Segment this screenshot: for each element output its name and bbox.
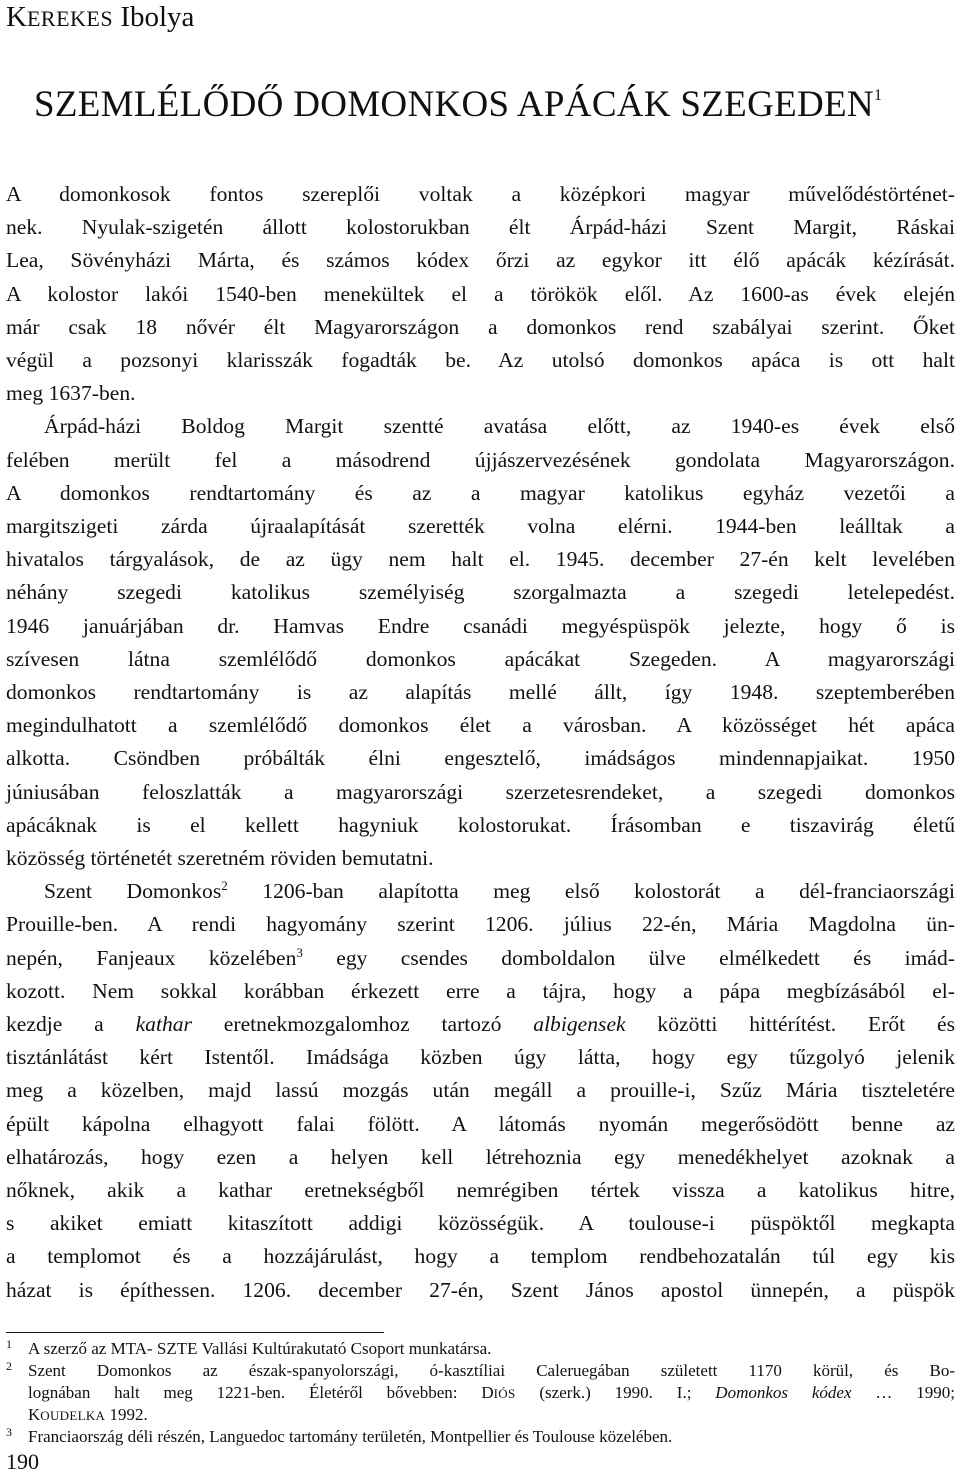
footnote-text: K [28,1405,41,1424]
text-segment: Szent Domonkos [44,879,222,904]
article-title [34,74,882,127]
footnote-3: 3 Franciaország déli részén, Languedoc tartomány területén, Montpellier és Toulouse közelében. [6,1425,673,1446]
footnote-2: 2 Szent Domonkos az észak-spanyolországi, ó-kasztíliai Caleruegában született 1170 körül, és Bo- [6,1359,955,1380]
text-line: Árpád-házi Boldog Margit szentté avatása előtt, az 1940-es évek első [44,414,955,439]
author-surname-smallcaps: EREKES [26,6,114,31]
text-line: domonkos rendtartomány is az alapítás mellé állt, így 1948. szeptemberében [6,680,955,704]
text-line: nőknek, akik a kathar eretnekségből nemrégiben tértek vissza a katolikus hitre, [6,1178,955,1202]
text-segment: nepén, Fanjeaux közelében [6,945,297,970]
footnote-divider [6,1332,384,1333]
text-line: szívesen látna szemlélődő domonkos apácákat Szegeden. A magyarországi [6,646,955,671]
text-line: tisztánlátást kért Istentől. Imádsága közben úgy látta, hogy egy tűzgolyó jelenik [6,1045,955,1070]
footnote-text: lognában halt meg 1221-ben. Életéről bővebben: D [28,1383,494,1402]
text-line: meg 1637-ben. [6,381,136,406]
text-segment: eretnekmozgalomhoz tartozó [191,1012,534,1036]
author-name [6,0,194,36]
text-line: 1946 januárjában dr. Hamvas Endre csanádi megyéspüspök jelezte, hogy ő is [6,613,955,638]
footnote-text: 1992. [105,1405,148,1424]
text-line: s akiket emiatt kitaszított addigi közösségük. A toulouse-i püspöktől megkapta [6,1211,955,1236]
italic-term: albigensek [533,1012,626,1036]
text-line [6,1008,955,1040]
text-segment: egy csendes domboldalon ülve elmélkedett és imád- [302,945,955,970]
text-line: nek. Nyulak-szigetén állott kolostorukban élt Árpád-házi Szent Margit, Ráskai [6,215,955,240]
author-given-name: Ibolya [120,1,195,33]
text-line: házat is építhessen. 1206. december 27-én, Szent János apostol ünnepén, a püspök [6,1277,955,1302]
text-line: A kolostor lakói 1540-ben menekültek el a törökök elől. Az 1600-as évek elején [6,281,955,306]
text-line: néhány szegedi katolikus személyiség szorgalmazta a szegedi letelepedést. [6,580,955,605]
smallcaps-text: OUDELKA [40,1408,106,1423]
text-line: A domonkos rendtartomány és az a magyar katolikus egyház vezetői a [6,480,955,505]
footnote-ref: 2 [221,878,228,894]
text-line: a templomot és a hozzájárulást, hogy a templom rendbehozatalán túl egy kis [6,1244,955,1269]
footnote-1: 1 A szerző az MTA- SZTE Vallási Kultúrakutató Csoport munkatársa. [6,1337,492,1358]
text-line: már csak 18 nővér élt Magyarországon a domonkos rend szabályai szerint. Őket [6,314,955,339]
footnote-text: Szent Domonkos az észak-spanyolországi, ó-kasztíliai Caleruegában született 1170 körül, és Bo- [28,1361,955,1380]
text-line: hivatalos tárgyalások, de az ügy nem halt el. 1945. december 27-én kelt levelében [6,547,955,572]
text-line: épült kápolna elhagyott falai fölött. A látomás nyomán megerősödött benne az [6,1111,955,1136]
text-line: közösség történetét szeretném röviden bemutatni. [6,846,434,870]
text-line: meg a közelben, majd lassú mozgás után megáll a prouille-i, Szűz Mária tiszteletére [6,1078,955,1103]
text-line: apácáknak is el kellett hagyniuk kolostorukat. Írásomban e tiszavirág életű [6,812,955,837]
text-segment: kezdje a [6,1012,136,1036]
footnote-text: A szerző az MTA- SZTE Vallási Kultúrakutató Csoport munkatársa. [28,1339,492,1358]
page-number: 190 [6,1449,39,1474]
text-line: Lea, Sövényházi Márta, és számos kódex őrzi az egykor itt élő apácák kézírását. [6,248,955,273]
text-line: margitszigeti zárda újraalapítását szerették volna elérni. 1944-ben leálltak a [6,514,955,538]
text-line: Prouille-ben. A rendi hagyomány szerint 1206. július 22-én, Mária Magdolna ün- [6,912,955,937]
text-segment: közötti hittérítést. Erőt és [625,1012,955,1036]
article-title-text: SZEMLÉLŐDŐ DOMONKOS APÁCÁK SZEGEDEN [34,84,874,125]
text-line: alkotta. Csöndben próbálták élni engesztelő, imádságos mindennapjaikat. 1950 [6,746,955,771]
footnote-text: Franciaország déli részén, Languedoc tartomány területén, Montpellier és Toulouse közelében. [28,1427,673,1446]
text-line: júniusában feloszlatták a magyarországi szerzetesrendeket, a szegedi domonkos [6,779,955,804]
text-line [6,942,955,974]
footnote-2-end [28,1404,955,1426]
text-line: elhatározás, hogy ezen a helyen kell létrehoznia egy menedékhelyet azoknak a [6,1144,955,1169]
footnote-text: … 1990; [851,1383,955,1402]
title-footnote-ref: 1 [873,87,883,104]
text-line [44,875,955,907]
text-line: végül a pozsonyi klarisszák fogadták be. Az utolsó domonkos apáca is ott halt [6,348,955,372]
text-line: megindulhatott a szemlélődő domonkos élet a városban. A közösséget hét apáca [6,713,955,738]
smallcaps-text: IÓS [493,1386,516,1401]
footnote-ref: 3 [296,944,303,960]
text-line: kozott. Nem sokkal korábban érkezett erre a tájra, hogy a pápa megbízásából el- [6,978,955,1003]
italic-term: kathar [135,1012,192,1036]
text-line: felében merült fel a másodrend újjászervezésének gondolata Magyarországon. [6,447,955,472]
text-segment: 1206-ban alapította meg első kolostorát a dél-franciaországi [227,879,955,904]
footnote-text: (szerk.) 1990. I.; [515,1383,716,1402]
italic-title: Domonkos kódex [715,1383,852,1402]
text-line: A domonkosok fontos szereplői voltak a középkori magyar művelődéstörténet- [6,182,955,206]
footnote-2-cont [28,1382,955,1404]
author-initial: K [6,1,27,33]
